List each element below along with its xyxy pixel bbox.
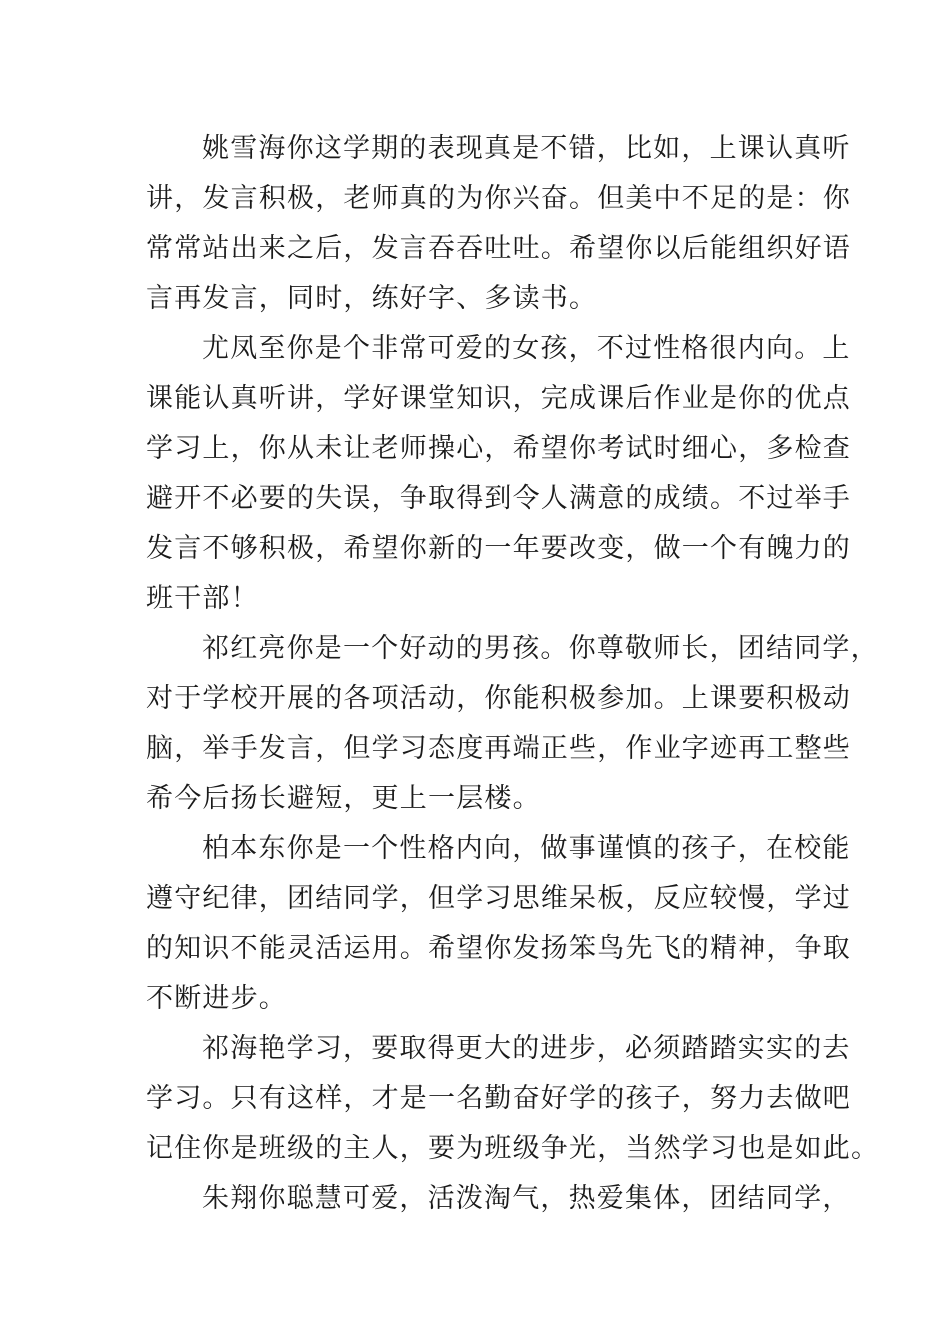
paragraph-line: 遵守纪律，团结同学，但学习思维呆板，反应较慢，学过 xyxy=(146,883,851,914)
paragraph-line: 尤凤至你是个非常可爱的女孩，不过性格很内向。上 xyxy=(202,333,851,364)
comment-paragraph xyxy=(146,1174,851,1224)
paragraph-line: 希今后扬长避短，更上一层楼。 xyxy=(146,783,541,814)
paragraph-line: 常常站出来之后，发言吞吞吐吐。希望你以后能组织好语 xyxy=(146,233,851,264)
paragraph-line: 的知识不能灵活运用。希望你发扬笨鸟先飞的精神，争取 xyxy=(146,933,851,964)
paragraph-line: 讲，发言积极，老师真的为你兴奋。但美中不足的是：你 xyxy=(146,183,851,214)
paragraph-line: 班干部！ xyxy=(146,583,259,614)
paragraph-line: 姚雪海你这学期的表现真是不错，比如，上课认真听 xyxy=(202,133,851,164)
paragraph-line: 柏本东你是一个性格内向，做事谨慎的孩子，在校能 xyxy=(202,833,851,864)
comment-paragraph xyxy=(146,1024,880,1174)
comment-paragraph xyxy=(146,824,851,1024)
paragraph-line: 对于学校开展的各项活动，你能积极参加。上课要积极动 xyxy=(146,683,851,714)
paragraph-line: 学习上，你从未让老师操心，希望你考试时细心，多检查 xyxy=(146,433,851,464)
paragraph-line: 祁海艳学习，要取得更大的进步，必须踏踏实实的去 xyxy=(202,1033,851,1064)
document-body xyxy=(146,124,880,1224)
paragraph-line: 避开不必要的失误，争取得到令人满意的成绩。不过举手 xyxy=(146,483,851,514)
paragraph-line: 朱翔你聪慧可爱，活泼淘气，热爱集体，团结同学， xyxy=(202,1183,851,1214)
comment-paragraph xyxy=(146,124,851,324)
paragraph-line: 记住你是班级的主人，要为班级争光，当然学习也是如此。 xyxy=(146,1133,880,1164)
paragraph-line: 课能认真听讲，学好课堂知识，完成课后作业是你的优点 xyxy=(146,383,851,414)
paragraph-line: 学习。只有这样，才是一名勤奋好学的孩子，努力去做吧 xyxy=(146,1083,851,1114)
comment-paragraph xyxy=(146,624,879,824)
paragraph-line: 言再发言，同时，练好字、多读书。 xyxy=(146,283,598,314)
paragraph-line: 祁红亮你是一个好动的男孩。你尊敬师长，团结同学， xyxy=(202,633,879,664)
paragraph-line: 脑，举手发言，但学习态度再端正些，作业字迹再工整些 xyxy=(146,733,851,764)
comment-paragraph xyxy=(146,324,851,624)
paragraph-line: 不断进步。 xyxy=(146,983,287,1014)
paragraph-line: 发言不够积极，希望你新的一年要改变，做一个有魄力的 xyxy=(146,533,851,564)
